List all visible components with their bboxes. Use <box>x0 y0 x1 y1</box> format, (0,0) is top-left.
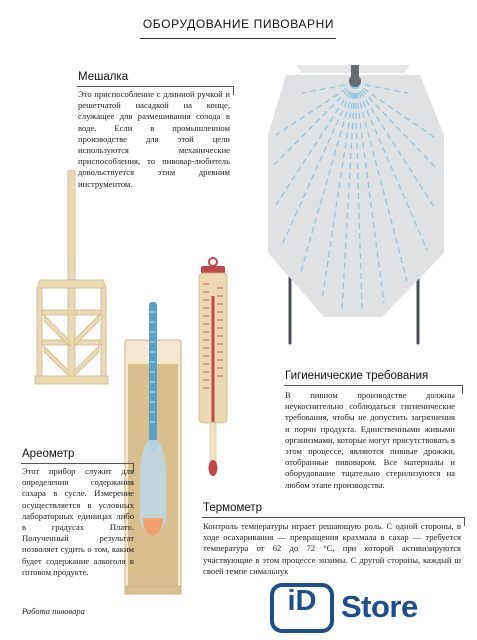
areometer-heading: Ареометр <box>22 448 75 460</box>
fermentation-tank <box>262 55 474 355</box>
thermometer-illustration <box>193 256 233 481</box>
mixer-text: Это приспособление с длинной ручкой и решетчатой насадкой на конце, служащее для размешивания солода в воде. Если в промышленном производстве для этой цели используются механические приспособления, то пивовар-любитель довольствуется этим древним инструментом. <box>78 89 230 189</box>
book-caption: Работа пивовара <box>22 606 85 616</box>
hygiene-heading-corner <box>454 385 463 394</box>
thermometer-bulb <box>209 460 218 476</box>
thermometer-heading-rule <box>202 517 464 518</box>
page-title: ОБОРУДОВАНИЕ ПИВОВАРНИ <box>142 17 335 31</box>
mixer-heading: Мешалка <box>78 71 129 83</box>
cylinder-base <box>125 586 181 594</box>
thermometer-heading: Термометр <box>203 502 263 514</box>
hygiene-heading-rule <box>284 385 462 386</box>
areometer-heading-rule <box>21 463 133 464</box>
logo-mark: iD <box>287 585 317 617</box>
mixer-paddle <box>35 170 108 384</box>
areometer-text: Этот прибор служит для определения содержания сахара в сусле. Измерение осуществляется в условных лабораторных единицах либо в градусах Плато. Полученный результат позволяет судить о том, каким будет содержание алкоголя в готовом продукте. <box>22 466 134 577</box>
hygiene-text: В пивном производстве должны неукоснительно соблюдаться гигиенические требования, чтобы не допустить загрязнения и порчи продукта. Единственными живыми организмами, которые могут присутствовать в этом процессе, являются пивные дрожжи, отобранные пивоваром. Все материалы и оборудование тщательно стерилизуются на любом этапе производства. <box>285 390 455 490</box>
mixer-illustration <box>20 170 130 390</box>
title-rule <box>140 38 336 39</box>
thermometer-text: Контроль температуры играет решающую роль. С одной стороны, в ходе осахаривания — превращения крахмала в сахар — требуется температура от 62 до 72 °С, при которой активизируются участвующие в этом процессе энзимы. С другой стороны, каждый ш своей темпе симальнук <box>203 521 461 576</box>
logo-name: Store <box>341 589 418 624</box>
hygiene-heading: Гигиенические требования <box>285 370 429 382</box>
hanging-ring <box>209 258 217 266</box>
mixer-heading-rule <box>77 86 233 87</box>
